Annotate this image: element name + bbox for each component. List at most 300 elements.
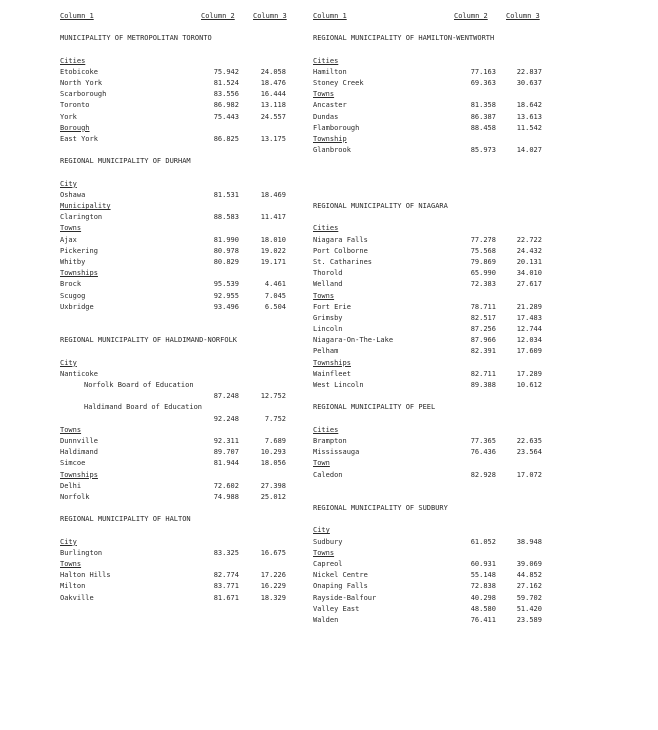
row-label: Towns [313, 548, 335, 557]
row-label: Towns [60, 425, 82, 434]
value-col3: 23.564 [516, 448, 542, 457]
table-row [60, 482, 292, 493]
row-label: Dundas [313, 112, 339, 121]
spacer [313, 482, 548, 493]
subsection-label [60, 57, 292, 68]
value-col3: 19.171 [260, 257, 286, 266]
table-row [313, 471, 548, 482]
table-row [60, 191, 292, 202]
row-label: Ajax [60, 235, 77, 244]
value-col2: 60.931 [470, 560, 496, 568]
right-header-col2: Column 2 [454, 12, 488, 20]
table-row [60, 392, 292, 403]
value-col3: 51.420 [516, 604, 542, 613]
value-col2: 92.955 [213, 291, 239, 300]
table-row [60, 68, 292, 79]
row-label: Delhi [60, 481, 82, 490]
table-row [313, 347, 548, 358]
value-col2: 89.388 [470, 381, 496, 389]
table-row [313, 68, 548, 79]
value-col2: 81.990 [213, 235, 239, 244]
table-row [60, 213, 292, 224]
value-col3: 7.752 [264, 414, 286, 423]
value-col2: 83.325 [213, 548, 239, 557]
spacer [60, 526, 292, 537]
row-label: Valley East [313, 604, 360, 613]
row-label: Borough [60, 123, 90, 132]
row-label: Grimsby [313, 313, 343, 322]
spacer [313, 515, 548, 526]
left-header-col1: Column 1 [60, 12, 94, 20]
value-col3: 7.689 [264, 436, 286, 445]
row-label: Niagara Falls [313, 235, 368, 244]
row-label: Wainfleet [313, 369, 351, 378]
row-label: Norfolk Board of Education [84, 381, 194, 389]
row-label: Milton [60, 582, 86, 591]
value-col3: 27.617 [516, 280, 542, 289]
value-col3: 20.131 [516, 257, 542, 266]
row-label: Fort Erie [313, 302, 351, 311]
row-label: City [60, 358, 77, 367]
value-col3: 10.293 [260, 448, 286, 457]
row-label: Rayside-Balfour [313, 593, 377, 602]
table-row [313, 303, 548, 314]
row-label: Brock [60, 280, 82, 289]
value-col3: 24.557 [260, 112, 286, 121]
table-row [313, 146, 548, 157]
row-label: REGIONAL MUNICIPALITY OF HALDIMAND-NORFOLK [60, 336, 238, 345]
table-row [60, 403, 292, 414]
value-col2: 88.583 [213, 213, 239, 222]
value-col3: 44.852 [516, 571, 542, 580]
row-label: REGIONAL MUNICIPALITY OF NIAGARA [313, 202, 448, 210]
row-label: Townships [60, 269, 98, 278]
value-col2: 79.869 [470, 257, 496, 266]
value-col2: 77.365 [470, 436, 496, 445]
subsection-label [313, 57, 548, 68]
value-col2: 74.988 [213, 492, 239, 501]
value-col2: 78.711 [470, 302, 496, 311]
value-col3: 6.504 [264, 302, 286, 311]
value-col3: 22.722 [516, 235, 542, 244]
value-col2: 93.496 [213, 302, 239, 311]
value-col2: 55.148 [470, 571, 496, 580]
value-col2: 72.383 [470, 280, 496, 289]
row-label: Cities [313, 224, 339, 233]
value-col3: 17.226 [260, 571, 286, 580]
value-col2: 81.671 [213, 593, 239, 602]
spacer [313, 493, 548, 504]
section-heading [60, 336, 292, 347]
value-col3: 16.675 [260, 548, 286, 557]
subsection-label [313, 292, 548, 303]
value-col2: 83.556 [213, 90, 239, 99]
value-col3: 24.058 [260, 67, 286, 76]
subsection-label [313, 526, 548, 537]
row-label: Towns [60, 560, 82, 568]
row-label: REGIONAL MUNICIPALITY OF HALTON [60, 515, 191, 524]
table-row [60, 280, 292, 291]
value-col3: 38.948 [516, 537, 542, 546]
table-row [313, 79, 548, 90]
table-row [313, 381, 548, 392]
table-row [60, 79, 292, 90]
section-heading [60, 34, 292, 45]
subsection-label [60, 180, 292, 191]
row-label: North York [60, 78, 103, 87]
value-col3: 10.612 [516, 381, 542, 389]
table-row [60, 415, 292, 426]
section-heading [313, 34, 548, 45]
table-row [313, 605, 548, 616]
row-label: York [60, 112, 77, 121]
right-header-col3: Column 3 [506, 12, 540, 20]
row-label: Capreol [313, 560, 343, 568]
value-col2: 75.568 [470, 246, 496, 255]
value-col3: 27.162 [516, 582, 542, 591]
value-col2: 82.928 [470, 470, 496, 479]
subsection-label [313, 135, 548, 146]
spacer [60, 23, 292, 34]
subsection-label [60, 359, 292, 370]
spacer [60, 168, 292, 179]
value-col3: 18.010 [260, 235, 286, 244]
row-label: Toronto [60, 101, 90, 110]
row-label: Ancaster [313, 101, 347, 110]
row-label: Stoney Creek [313, 78, 364, 87]
table-row [313, 280, 548, 291]
row-label: Sudbury [313, 537, 343, 546]
value-col2: 82.391 [470, 347, 496, 356]
row-label: Burlington [60, 548, 103, 557]
value-col3: 17.483 [516, 313, 542, 322]
spacer [60, 45, 292, 56]
table-row [60, 101, 292, 112]
row-label: Port Colborne [313, 246, 368, 255]
row-label: Pickering [60, 246, 98, 255]
left-header-col2: Column 2 [201, 12, 235, 20]
table-row [60, 303, 292, 314]
value-col2: 92.311 [213, 436, 239, 445]
left-header [60, 12, 292, 23]
value-col3: 11.542 [516, 123, 542, 132]
table-row [313, 247, 548, 258]
value-col2: 61.052 [470, 537, 496, 546]
table-row [313, 314, 548, 325]
subsection-label [60, 426, 292, 437]
subsection-label [313, 90, 548, 101]
table-row [313, 370, 548, 381]
value-col3: 17.289 [516, 369, 542, 378]
row-label: Scarborough [60, 90, 107, 99]
table-row [60, 113, 292, 124]
value-col2: 76.411 [470, 615, 496, 624]
value-col3: 18.476 [260, 78, 286, 87]
table-row [60, 437, 292, 448]
subsection-label [313, 459, 548, 470]
value-col3: 19.022 [260, 246, 286, 255]
row-label: City [313, 526, 330, 535]
spacer [60, 325, 292, 336]
value-col2: 82.774 [213, 571, 239, 580]
table-row [60, 292, 292, 303]
right-column [313, 12, 548, 627]
subsection-label [313, 224, 548, 235]
spacer [313, 213, 548, 224]
value-col3: 18.329 [260, 593, 286, 602]
value-col2: 40.298 [470, 593, 496, 602]
value-col3: 18.469 [260, 190, 286, 199]
row-label: Haldimand [60, 448, 98, 457]
table-row [313, 236, 548, 247]
table-row [313, 124, 548, 135]
value-col2: 77.278 [470, 235, 496, 244]
row-label: REGIONAL MUNICIPALITY OF DURHAM [60, 157, 191, 166]
table-row [313, 269, 548, 280]
row-label: Municipality [60, 202, 111, 210]
table-row [60, 258, 292, 269]
row-label: Haldimand Board of Education [84, 403, 203, 412]
row-label: Dunnville [60, 436, 98, 445]
subsection-label [313, 549, 548, 560]
value-col3: 18.642 [516, 101, 542, 110]
value-col3: 12.744 [516, 325, 542, 334]
row-label: Hamilton [313, 67, 347, 76]
table-row [60, 549, 292, 560]
value-col2: 72.602 [213, 481, 239, 490]
table-row [313, 594, 548, 605]
row-label: West Lincoln [313, 381, 364, 389]
table-row [60, 493, 292, 504]
row-label: Oakville [60, 593, 94, 602]
left-table-body [60, 23, 292, 605]
value-col2: 65.990 [470, 269, 496, 278]
value-col3: 34.010 [516, 269, 542, 278]
subsection-label [60, 124, 292, 135]
row-label: Norfolk [60, 492, 90, 501]
value-col3: 13.175 [260, 134, 286, 143]
table-row [313, 437, 548, 448]
value-col2: 80.829 [213, 257, 239, 266]
value-col2: 92.248 [213, 414, 239, 423]
value-col2: 81.524 [213, 78, 239, 87]
spacer [313, 157, 548, 168]
left-header-col3: Column 3 [253, 12, 287, 20]
row-label: Nanticoke [60, 369, 98, 378]
row-label: REGIONAL MUNICIPALITY OF SUDBURY [313, 504, 448, 513]
value-col3: 23.589 [516, 615, 542, 624]
subsection-label [60, 269, 292, 280]
value-col2: 86.825 [213, 134, 239, 143]
value-col2: 81.531 [213, 190, 239, 199]
row-label: Townships [60, 470, 98, 479]
spacer [313, 392, 548, 403]
row-label: MUNICIPALITY OF METROPOLITAN TORONTO [60, 34, 212, 43]
table-row [60, 90, 292, 101]
row-label: Towns [313, 291, 335, 300]
value-col2: 72.838 [470, 582, 496, 591]
value-col3: 13.613 [516, 112, 542, 121]
row-label: Halton Hills [60, 571, 111, 580]
row-label: Simcoe [60, 459, 86, 468]
left-column [60, 12, 292, 605]
spacer [60, 314, 292, 325]
subsection-label [60, 471, 292, 482]
row-label: Towns [313, 90, 335, 99]
table-row [313, 101, 548, 112]
table-row [313, 448, 548, 459]
table-row [313, 336, 548, 347]
table-row [313, 582, 548, 593]
section-heading [313, 202, 548, 213]
right-header [313, 12, 548, 23]
row-label: REGIONAL MUNICIPALITY OF HAMILTON-WENTWORTH [313, 34, 495, 43]
subsection-label [60, 538, 292, 549]
table-row [60, 370, 292, 381]
subsection-label [60, 560, 292, 571]
spacer [60, 146, 292, 157]
row-label: Townships [313, 358, 351, 367]
row-label: Flamborough [313, 123, 360, 132]
row-label: Cities [313, 425, 339, 434]
table-row [313, 538, 548, 549]
spacer [60, 347, 292, 358]
value-col3: 16.444 [260, 90, 286, 99]
row-label: Towns [60, 224, 82, 233]
row-label: Brampton [313, 436, 347, 445]
value-col2: 87.966 [470, 336, 496, 345]
value-col3: 30.637 [516, 78, 542, 87]
row-label: Niagara-On-The-Lake [313, 336, 394, 345]
row-label: Glanbrook [313, 146, 351, 155]
subsection-label [313, 359, 548, 370]
table-row [313, 616, 548, 627]
row-label: Scugog [60, 291, 86, 300]
row-label: St. Catharines [313, 257, 373, 266]
row-label: City [60, 537, 77, 546]
value-col2: 75.443 [213, 112, 239, 121]
row-label: Caledon [313, 470, 343, 479]
table-row [60, 571, 292, 582]
row-label: REGIONAL MUNICIPALITY OF PEEL [313, 403, 436, 412]
spacer [313, 23, 548, 34]
value-col2: 82.517 [470, 313, 496, 322]
value-col3: 17.072 [516, 470, 542, 479]
row-label: Nickel Centre [313, 571, 368, 580]
subsection-label [60, 224, 292, 235]
spacer [313, 180, 548, 191]
row-label: Oshawa [60, 190, 86, 199]
right-header-col1: Column 1 [313, 12, 347, 20]
row-label: Pelham [313, 347, 339, 356]
value-col3: 7.045 [264, 291, 286, 300]
spacer [60, 504, 292, 515]
value-col2: 48.580 [470, 604, 496, 613]
subsection-label [60, 202, 292, 213]
value-col2: 77.163 [470, 67, 496, 76]
row-label: Cities [313, 56, 339, 65]
row-label: Onaping Falls [313, 582, 368, 591]
table-row [60, 236, 292, 247]
value-col3: 16.229 [260, 582, 286, 591]
table-row [60, 135, 292, 146]
value-col3: 22.635 [516, 436, 542, 445]
value-col3: 12.752 [260, 392, 286, 401]
value-col3: 59.702 [516, 593, 542, 602]
value-col2: 89.707 [213, 448, 239, 457]
row-label: East York [60, 134, 98, 143]
spacer [313, 191, 548, 202]
right-table-body [313, 23, 548, 627]
value-col2: 75.942 [213, 67, 239, 76]
value-col3: 27.398 [260, 481, 286, 490]
row-label: Etobicoke [60, 67, 98, 76]
row-label: Lincoln [313, 325, 343, 334]
table-row [60, 448, 292, 459]
table-row [60, 594, 292, 605]
row-label: City [60, 179, 77, 188]
row-label: Whitby [60, 257, 86, 266]
value-col3: 24.432 [516, 246, 542, 255]
spacer [313, 168, 548, 179]
table-row [313, 571, 548, 582]
row-label: Welland [313, 280, 343, 289]
table-row [60, 247, 292, 258]
value-col2: 87.256 [470, 325, 496, 334]
value-col2: 80.978 [213, 246, 239, 255]
value-col2: 82.711 [470, 369, 496, 378]
spacer [313, 415, 548, 426]
value-col3: 18.056 [260, 459, 286, 468]
value-col2: 76.436 [470, 448, 496, 457]
section-heading [60, 515, 292, 526]
value-col3: 14.027 [516, 146, 542, 155]
value-col3: 21.289 [516, 302, 542, 311]
table-row [313, 560, 548, 571]
table-row [60, 459, 292, 470]
row-label: Thorold [313, 269, 343, 278]
section-heading [313, 504, 548, 515]
value-col2: 87.248 [213, 392, 239, 401]
row-label: Cities [60, 56, 86, 65]
value-col2: 85.973 [470, 146, 496, 155]
value-col3: 12.034 [516, 336, 542, 345]
row-label: Walden [313, 615, 339, 624]
value-col2: 83.771 [213, 582, 239, 591]
row-label: Uxbridge [60, 302, 94, 311]
table-row [60, 582, 292, 593]
subsection-label [313, 426, 548, 437]
section-heading [60, 157, 292, 168]
value-col2: 86.982 [213, 101, 239, 110]
row-label: Mississauga [313, 448, 360, 457]
value-col2: 88.458 [470, 123, 496, 132]
value-col3: 22.837 [516, 67, 542, 76]
value-col3: 17.609 [516, 347, 542, 356]
row-label: Town [313, 459, 330, 468]
value-col2: 86.387 [470, 112, 496, 121]
value-col3: 11.417 [260, 213, 286, 222]
row-label: Clarington [60, 213, 103, 222]
table-row [60, 381, 292, 392]
value-col3: 4.461 [264, 280, 286, 289]
spacer [313, 45, 548, 56]
value-col3: 13.118 [260, 101, 286, 110]
section-heading [313, 403, 548, 414]
value-col2: 81.358 [470, 101, 496, 110]
value-col2: 95.539 [213, 280, 239, 289]
value-col3: 39.069 [516, 560, 542, 568]
